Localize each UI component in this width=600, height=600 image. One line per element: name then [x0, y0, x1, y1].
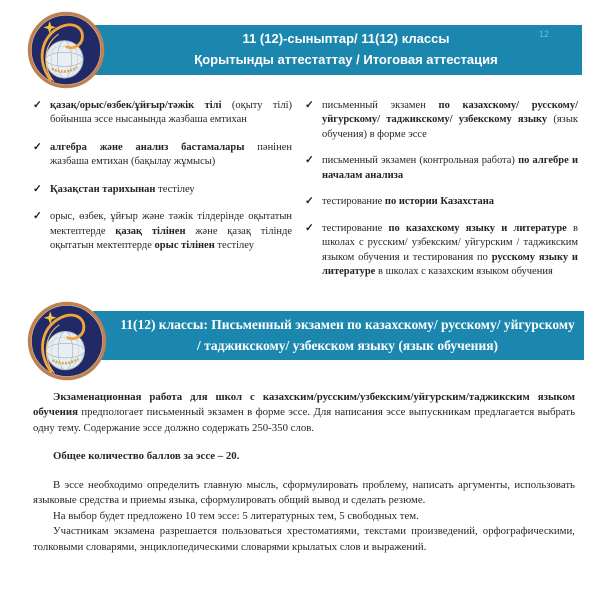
section1-banner: [80, 25, 582, 75]
text-segment: алгебра және анализ бастамалары: [50, 141, 245, 153]
bullet-text: [50, 211, 292, 251]
text-segment: (язык обучения) в форме эссе: [322, 114, 578, 140]
text-segment: в школах с русским/ узбекским/ уйгурским / таджикским языком обучения и тестирования по: [322, 222, 578, 263]
text-segment: тестілеу: [214, 240, 254, 252]
section2-body: [33, 390, 575, 555]
bullet-text: [322, 196, 494, 207]
text-segment: Экзаменационная работа для школ с казахским/русским/узбекским/уйгурским/таджикским языком обучения: [33, 391, 575, 419]
section1-columns: [33, 99, 578, 292]
checkmark-icon: ✓: [305, 100, 314, 111]
checkmark-icon: ✓: [33, 183, 42, 195]
bullet-item: [305, 195, 578, 209]
section2-title-line2: / таджикскому/ узбекском языку (язык обучения): [196, 337, 499, 353]
text-segment: по алгебре и началам анализа: [322, 155, 578, 181]
text-segment: тестирование: [322, 196, 385, 208]
text-segment: Общее количество баллов за эссе – 20.: [53, 450, 240, 463]
text-segment: Қазақстан тарихынан: [50, 183, 156, 195]
section2-title-line1: 11(12) классы: Письменный экзамен по казахскому/ русскому/ уйгурскому: [120, 317, 575, 333]
bullet-item: [33, 141, 292, 170]
bullet-column-russian: [305, 99, 578, 292]
bullet-text: [322, 223, 578, 277]
text-segment: письменный экзамен: [322, 100, 439, 111]
checkmark-icon: ✓: [305, 222, 314, 234]
body-paragraph: [33, 390, 575, 436]
globe-emblem-icon: [27, 301, 107, 381]
bullet-text: [322, 100, 578, 140]
body-paragraph: [33, 524, 575, 555]
emblem-logo-bottom: [27, 301, 107, 381]
bullet-item: [33, 210, 292, 253]
text-segment: по казахскому/ русскому/ уйгурскому/ таджикскому/ узбекскому языку: [322, 100, 579, 126]
text-segment: по казахскому языку и литературе: [388, 222, 567, 234]
checkmark-icon: ✓: [33, 100, 42, 111]
body-paragraph: [33, 478, 575, 509]
text-segment: в школах с казахским языком обучения: [375, 266, 553, 278]
globe-emblem-icon: [27, 11, 105, 89]
text-segment: предпологает письменный экзамен в форме эссе. Для написания эссе выпускникам предлагается выбрать одну тему. Содержание эссе должно содержать 250-350 слов.: [33, 406, 575, 434]
bullet-item: [305, 222, 578, 280]
checkmark-icon: ✓: [305, 155, 314, 167]
checkmark-icon: ✓: [33, 141, 42, 153]
text-segment: Участникам экзамена разрешается пользоваться хрестоматиями, текстами произведений, орфографическими, толковыми словарями, энциклопедическими словарями крылатых слов и выражений.: [33, 525, 575, 553]
text-segment: На выбор будет предложено 10 тем эссе: 5 литературных тем, 5 свободных тем.: [53, 509, 419, 522]
bullet-text: [322, 155, 578, 180]
text-segment: орыс тілінен: [154, 240, 215, 252]
text-segment: орыс, өзбек, ұйғыр және тәжік тілдерінде оқытатын мектептерде: [50, 211, 292, 237]
bullet-text: [50, 184, 195, 195]
bullet-column-kazakh: [33, 99, 292, 292]
text-segment: пәнінен жазбаша емтихан (бақылау жұмысы): [50, 141, 292, 168]
bullet-item: [33, 99, 292, 128]
text-segment: письменный экзамен (контрольная работа): [322, 155, 519, 167]
checkmark-icon: ✓: [305, 196, 314, 208]
body-paragraph: [33, 449, 575, 464]
text-segment: по истории Казахстана: [384, 196, 494, 208]
bullet-item: [305, 99, 578, 142]
section2-banner: [93, 311, 584, 360]
text-segment: және қазақ тілінде оқытатын мектептерде: [50, 225, 293, 252]
text-segment: В эссе необходимо определить главную мысль, сформулировать проблему, написать аргументы, использовать языковые средства и приемы языка, сформулировать общий вывод и сделать резюме.: [33, 478, 575, 507]
section1-title-line1: 11 (12)-сыныптар/ 11(12) классы: [242, 31, 450, 47]
emblem-logo-top: [27, 11, 105, 89]
bullet-text: [50, 100, 292, 125]
text-segment: (оқыту тілі) бойынша эссе нысанында жазбаша емтихан: [50, 100, 292, 126]
text-segment: қазақ/орыс/өзбек/ұйғыр/тәжік тілі: [50, 100, 222, 111]
text-segment: русскому языку и литературе: [322, 251, 578, 278]
bullet-text: [50, 142, 292, 167]
text-segment: қазақ тілінен: [115, 225, 186, 237]
text-segment: тестілеу: [155, 183, 195, 195]
page-number: 12: [539, 29, 550, 39]
section1-title-line2: Қорытынды аттестаттау / Итоговая аттестация: [194, 52, 498, 67]
body-paragraph: [33, 509, 575, 524]
bullet-item: [305, 154, 578, 183]
checkmark-icon: ✓: [33, 211, 42, 223]
text-segment: тестирование: [322, 222, 389, 234]
bullet-item: [33, 183, 292, 197]
